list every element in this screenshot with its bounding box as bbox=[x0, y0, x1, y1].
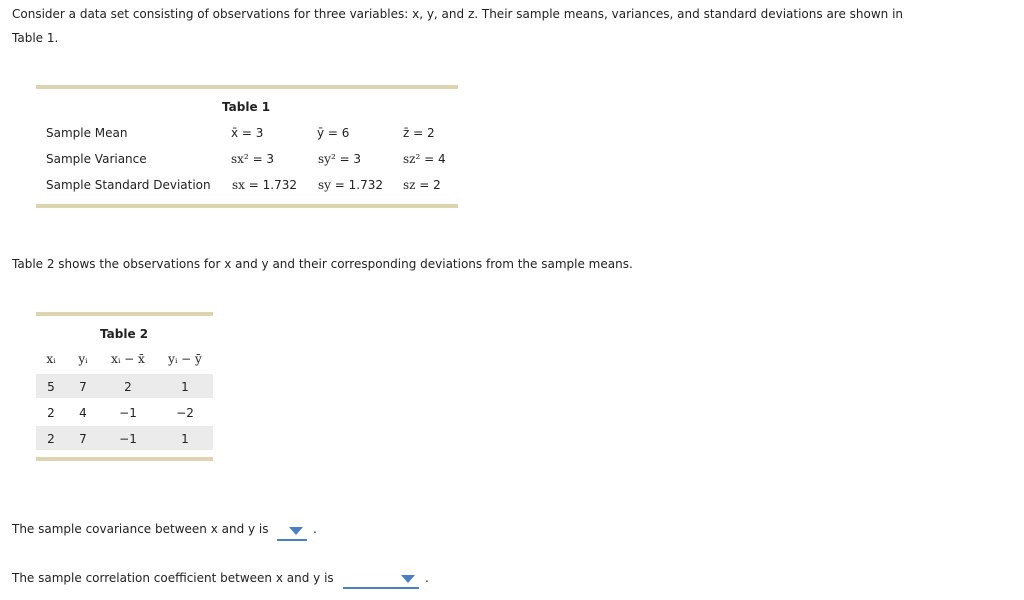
table-cell: 7 bbox=[79, 432, 87, 446]
col-header-y: yᵢ bbox=[78, 352, 88, 366]
table-2-top-rule bbox=[36, 312, 213, 316]
covariance-period: . bbox=[313, 522, 317, 536]
intro-text-line1: Consider a data set consisting of observations for three variables: x, y, and z. Their sample means, variances, and standard deviations are shown in bbox=[12, 7, 904, 21]
col-header-y-deviation: yᵢ − ȳ bbox=[168, 352, 202, 366]
table-cell: 1 bbox=[181, 380, 189, 394]
variance-z bbox=[403, 152, 446, 166]
stddev-z bbox=[403, 178, 441, 192]
mean-x: x̄ = 3 bbox=[231, 126, 264, 140]
table-cell: 2 bbox=[124, 380, 132, 394]
mean-y: ȳ = 6 bbox=[317, 126, 350, 140]
table-1-bottom-rule bbox=[36, 204, 458, 208]
variance-y-symbol: sy² bbox=[318, 152, 336, 166]
table-2-title: Table 2 bbox=[100, 327, 149, 341]
variance-x bbox=[231, 152, 274, 166]
covariance-answer-dropdown[interactable] bbox=[277, 521, 307, 541]
stddev-z-symbol: sz bbox=[403, 178, 416, 192]
variance-x-symbol: sx² bbox=[231, 152, 249, 166]
table-cell: 1 bbox=[181, 432, 189, 446]
variance-z-value: = 4 bbox=[420, 152, 446, 166]
table-cell: 4 bbox=[79, 406, 87, 420]
stddev-y-symbol: sy bbox=[318, 178, 331, 192]
table-1-title: Table 1 bbox=[222, 100, 271, 114]
chevron-down-icon bbox=[401, 575, 415, 583]
col-header-x-deviation: xᵢ − x̄ bbox=[111, 352, 145, 366]
variance-z-symbol: sz² bbox=[403, 152, 421, 166]
variance-x-value: = 3 bbox=[248, 152, 275, 166]
correlation-question-text: The sample correlation coefficient between x and y is bbox=[12, 571, 334, 585]
correlation-answer-dropdown[interactable] bbox=[343, 569, 419, 589]
table-cell: −1 bbox=[119, 432, 137, 446]
table-cell: 5 bbox=[47, 380, 55, 394]
mean-z: z̄ = 2 bbox=[403, 126, 435, 140]
variance-y bbox=[318, 152, 361, 166]
intro-text-line2: Table 1. bbox=[12, 31, 59, 45]
stddev-y-value: = 1.732 bbox=[330, 178, 383, 192]
stddev-x-value: = 1.732 bbox=[244, 178, 297, 192]
covariance-question-text: The sample covariance between x and y is bbox=[12, 522, 269, 536]
stddev-x-symbol: sx bbox=[232, 178, 245, 192]
col-header-x: xᵢ bbox=[46, 352, 56, 366]
table-1-top-rule bbox=[36, 85, 458, 89]
row-label-sample-variance: Sample Variance bbox=[46, 152, 147, 166]
table-cell: 2 bbox=[47, 432, 55, 446]
variance-y-value: = 3 bbox=[335, 152, 362, 166]
correlation-period: . bbox=[425, 571, 429, 585]
stddev-x bbox=[232, 178, 297, 192]
row-label-sample-mean: Sample Mean bbox=[46, 126, 128, 140]
table-cell: 2 bbox=[47, 406, 55, 420]
row-label-sample-std-dev: Sample Standard Deviation bbox=[46, 178, 211, 192]
table-2-intro-text: Table 2 shows the observations for x and y and their corresponding deviations from the sample means. bbox=[12, 257, 633, 271]
table-2-bottom-rule bbox=[36, 457, 213, 461]
stddev-z-value: = 2 bbox=[415, 178, 441, 192]
table-cell: 7 bbox=[79, 380, 87, 394]
chevron-down-icon bbox=[289, 527, 303, 535]
table-cell: −1 bbox=[119, 406, 137, 420]
table-cell: −2 bbox=[176, 406, 194, 420]
stddev-y bbox=[318, 178, 383, 192]
